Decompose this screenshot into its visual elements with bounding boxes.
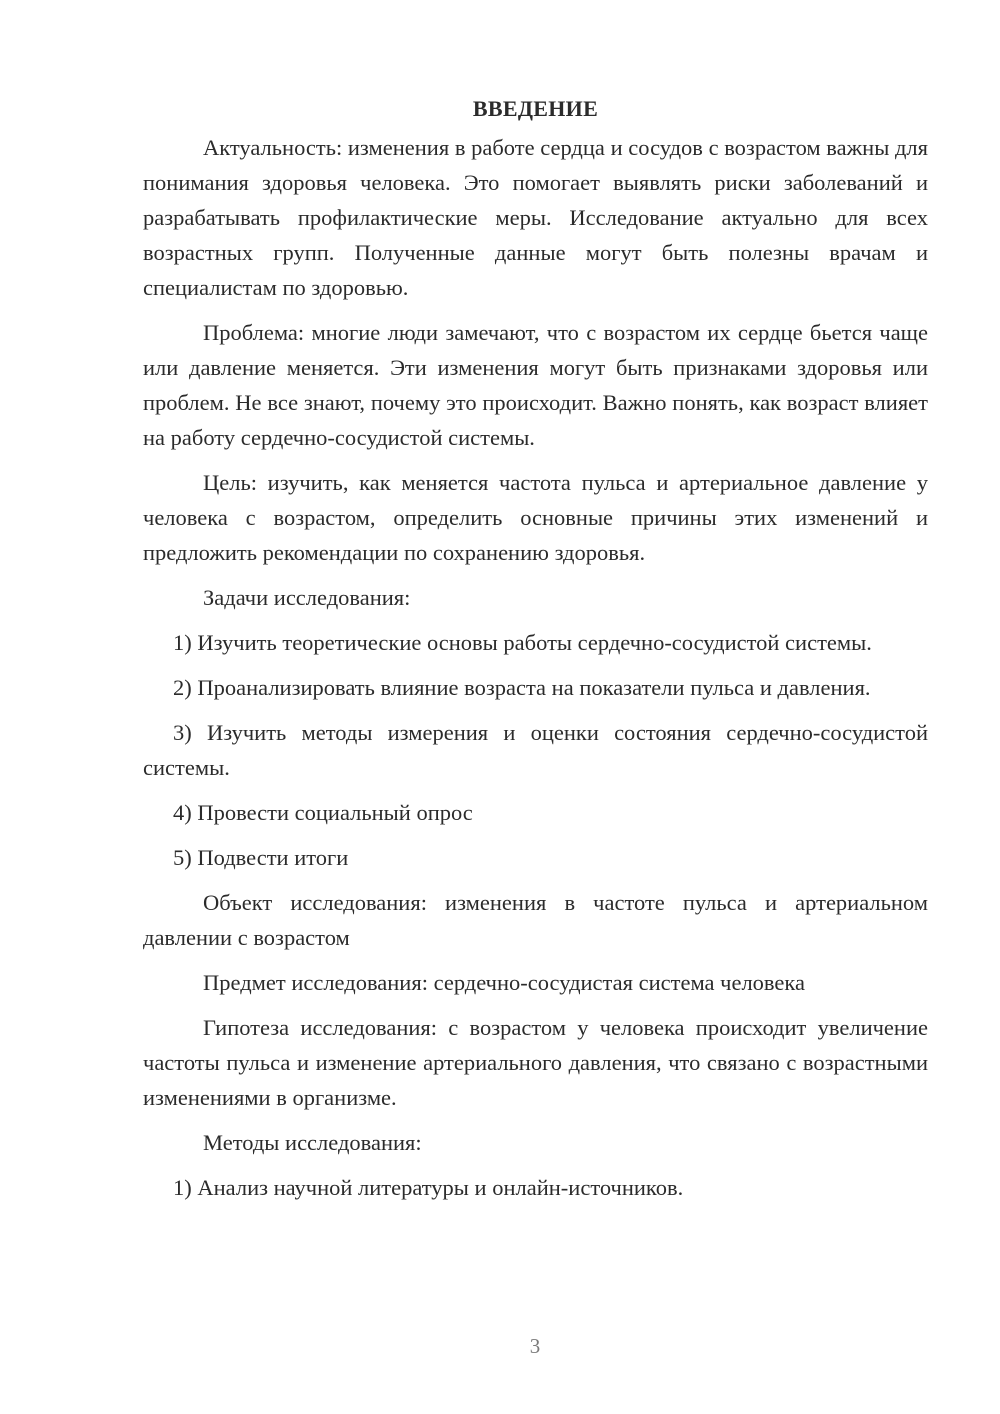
page-number: 3 (529, 1334, 541, 1358)
problem-paragraph: Проблема: многие люди замечают, что с возрастом их сердце бьется чаще или давление меняется. Эти изменения могут быть признаками здоровья или проблем. Не все знают, почему это происходит. Важно понять, как возраст влияет на работу сердечно-сосудистой системы. (143, 320, 928, 450)
method-item-1: 1) Анализ научной литературы и онлайн-источников. (173, 1175, 684, 1200)
hypothesis-paragraph: Гипотеза исследования: с возрастом у человека происходит увеличение частоты пульса и изменение артериального давления, что связано с возрастными изменениями в организме. (143, 1015, 928, 1110)
relevance-paragraph: Актуальность: изменения в работе сердца и сосудов с возрастом важны для понимания здоровья человека. Это помогает выявлять риски заболеваний и разрабатывать профилактические меры. Исследование актуально для всех возрастных групп. Полученные данные могут быть полезны врачам и специалистам по здоровью. (143, 135, 928, 300)
methods-heading: Методы исследования: (203, 1130, 422, 1155)
task-item-2: 2) Проанализировать влияние возраста на показатели пульса и давления. (173, 675, 871, 700)
task-item-5: 5) Подвести итоги (173, 845, 349, 870)
page-title: ВВЕДЕНИЕ (472, 96, 599, 121)
goal-paragraph: Цель: изучить, как меняется частота пульса и артериальное давление у человека с возрастом, определить основные причины этих изменений и предложить рекомендации по сохранению здоровья. (143, 470, 928, 565)
tasks-heading: Задачи исследования: (203, 585, 411, 610)
object-paragraph: Объект исследования: изменения в частоте пульса и артериальном давлении с возрастом (143, 890, 928, 950)
task-item-4: 4) Провести социальный опрос (173, 800, 473, 825)
task-item-1: 1) Изучить теоретические основы работы сердечно-сосудистой системы. (173, 630, 872, 655)
subject-paragraph: Предмет исследования: сердечно-сосудистая система человека (203, 970, 805, 995)
document-page (143, 88, 928, 1215)
task-item-3: 3) Изучить методы измерения и оценки состояния сердечно-сосудистой системы. (143, 720, 928, 780)
